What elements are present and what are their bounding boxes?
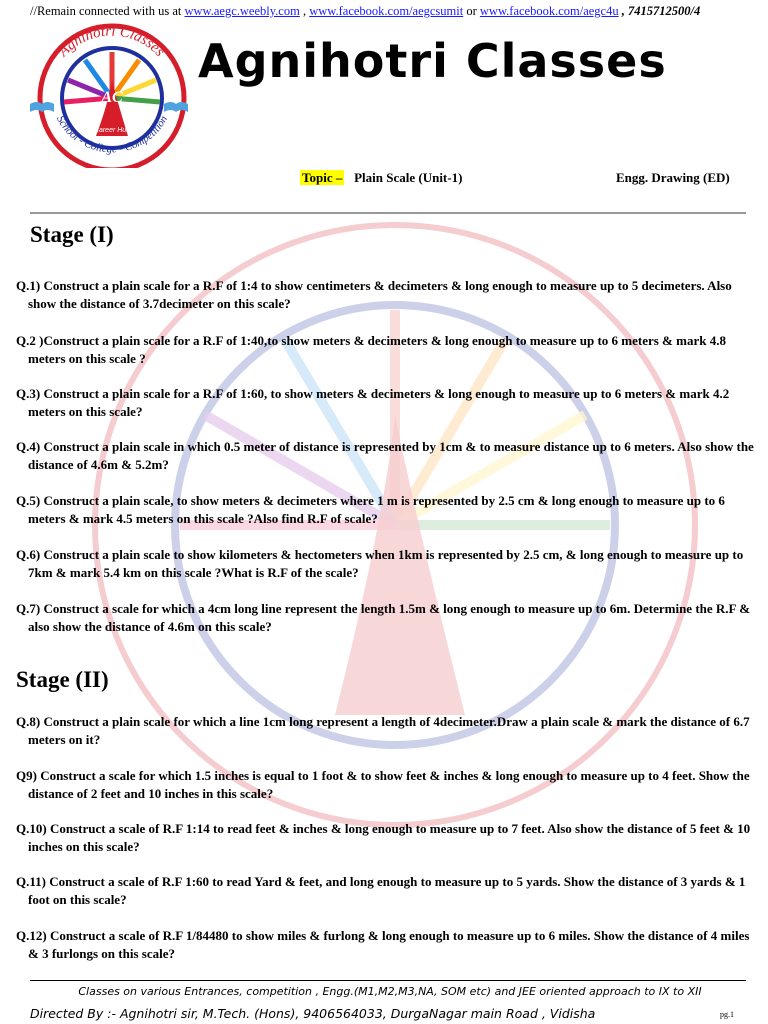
brand-title: Agnihotri Classes [198, 34, 667, 88]
question-8: Q.8) Construct a plain scale for which a line 1cm long represent a length of 4decimeter.Draw a plain scale & mark the distance of 6.7 meters on it? [16, 714, 750, 747]
question-4: Q.4) Construct a plain scale in which 0.5 meter of distance is represented by 1cm & to measure distance up to 6 meters. Also show the distance of 4.6m & 5.2m? [16, 439, 754, 472]
footer-directed-line: Directed By :- Agnihotri sir, M.Tech. (Hons), 9406564033, DurgaNagar main Road , Vidisha [30, 1006, 596, 1021]
logo-monogram: AC [101, 89, 123, 106]
question-5: Q.5) Construct a plain scale, to show meters & decimeters where 1 m is represented by 2.5 cm & long enough to measure up to 6 meters & mark 4.5 meters on this scale ?Also find R.F of scale? [16, 493, 725, 526]
footer-divider [30, 980, 746, 981]
logo-center-text: Career Hub [93, 127, 131, 134]
facebook-link-1[interactable]: www.facebook.com/aegcsumit [309, 4, 464, 18]
header-divider [30, 212, 746, 214]
question-12: Q.12) Construct a scale of R.F 1/84480 to show miles & furlong & long enough to measure up to 6 miles. Show the distance of 4 miles & 3 furlongs on this scale? [16, 928, 750, 961]
logo-top-text: Agnihotri Classes [55, 23, 168, 60]
question-6: Q.6) Construct a plain scale to show kilometers & hectometers when 1km is represented by 2.5 cm, & long enough to measure up to 7km & mark 5.4 km on this scale ?What is R.F of the scale? [16, 547, 744, 580]
topic-line [300, 170, 462, 186]
question-11: Q.11) Construct a scale of R.F 1:60 to read Yard & feet, and long enough to measure up to 5 yards. Show the distance of 3 yards & 1 foot on this scale? [16, 874, 746, 907]
topic-value: Plain Scale (Unit-1) [354, 170, 463, 185]
footer-classes-line: Classes on various Entrances, competition , Engg.(M1,M2,M3,NA, SOM etc) and JEE oriented approach to IX to XII [78, 985, 702, 998]
question-1: Q.1) Construct a plain scale for a R.F of 1:4 to show centimeters & decimeters & long enough to measure up to 5 decimeters. Also show the distance of 3.7decimeter on this scale? [16, 278, 732, 311]
contact-intro: //Remain connected with us at [30, 4, 182, 18]
subject-label: Engg. Drawing (ED) [616, 170, 730, 185]
question-7: Q.7) Construct a scale for which a 4cm long line represent the length 1.5m & long enough to measure up to 6m. Determine the R.F & also show the distance of 4.6m on this scale? [16, 601, 751, 634]
weebly-link[interactable]: www.aegc.weebly.com [184, 4, 300, 18]
contact-line [30, 4, 750, 19]
stage-2-title: Stage (II) [16, 667, 109, 692]
question-2: Q.2 )Construct a plain scale for a R.F of 1:40,to show meters & decimeters & long enough to measure up to 6 meters & mark 4.8 meters on this scale ? [16, 333, 726, 366]
logo-bottom-text: School - College - Competition [53, 113, 171, 156]
stage-1-title: Stage (I) [30, 222, 114, 247]
phone-number: , 7415712500/4 [621, 4, 701, 18]
question-9: Q9) Construct a scale for which 1.5 inches is equal to 1 foot & to show feet & inches & long enough to measure up to 4 feet. Show the distance of 2 feet and 10 inches in this scale? [16, 768, 750, 801]
separator: , [302, 4, 307, 18]
question-3: Q.3) Construct a plain scale for a R.F of 1:60, to show meters & decimeters & long enough to measure up to 6 meters & mark 4.2 meters on this scale? [16, 386, 730, 419]
agnihotri-logo [24, 18, 194, 168]
facebook-link-2[interactable]: www.facebook.com/aegc4u [479, 4, 619, 18]
question-10: Q.10) Construct a scale of R.F 1:14 to read feet & inches & long enough to measure up to 7 feet. Also show the distance of 5 feet & 10 inches on this scale? [16, 821, 751, 854]
page-number: pg.1 [720, 1010, 734, 1019]
topic-label: Topic – [302, 170, 343, 185]
separator: or [466, 4, 477, 18]
